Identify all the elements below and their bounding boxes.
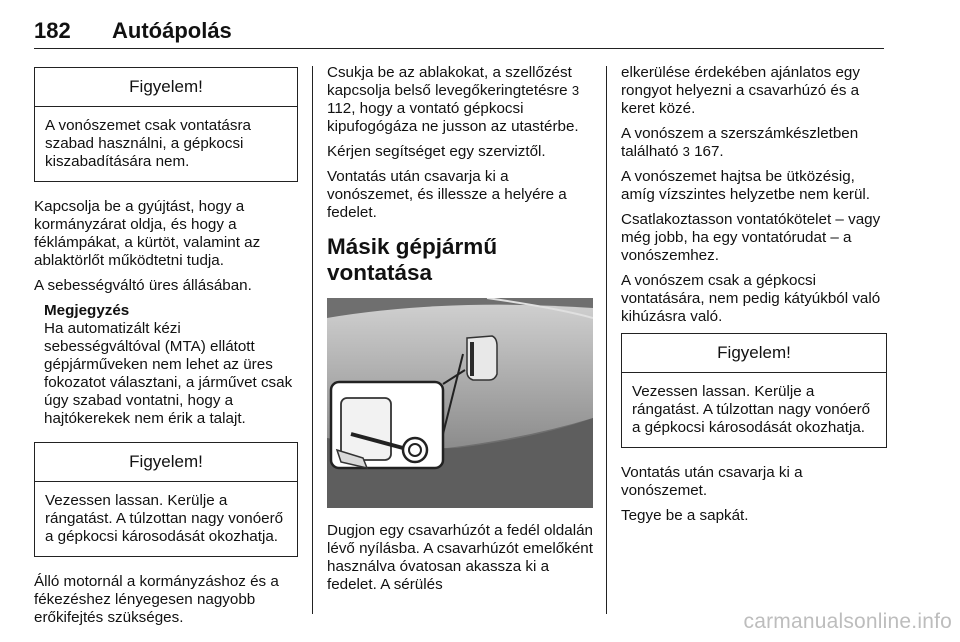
paragraph: A vonószemet hajtsa be ütközésig, amíg vízszintes helyzetbe nem kerül. <box>621 168 871 203</box>
text-run: 112, hogy a vontató gépkocsi kipufogógáza ne jusson az utastérbe. <box>327 100 579 135</box>
column-divider <box>312 66 313 614</box>
paragraph: Álló motornál a kormányzáshoz és a fékezéshez lényegesen nagyobb erőkifejtés szükséges. <box>34 573 279 626</box>
watermark: carmanualsonline.info <box>743 610 952 633</box>
paragraph <box>621 125 887 161</box>
note-title: Megjegyzés <box>44 302 130 319</box>
paragraph: elkerülése érdekében ajánlatos egy rongyot helyezni a csavarhúzó és a keret közé. <box>621 64 860 117</box>
paragraph: A vonószem csak a gépkocsi vontatására, nem pedig kátyúkból való kihúzásra való. <box>621 272 881 325</box>
illustration-svg <box>327 298 593 508</box>
note-text: Ha automatizált kézi sebességváltóval (MTA) ellátott gépjárműveken nem lehet az üres fokozatot választani, a járművet csak úgy szabad vontatni, hogy a hajtókerekek nem érik a talajt. <box>44 320 293 427</box>
warning-text: A vonószemet csak vontatásra szabad használni, a gépkocsi kiszabadítására nem. <box>45 117 251 170</box>
page-header <box>34 18 884 49</box>
column-middle <box>327 64 593 601</box>
warning-box <box>621 333 887 448</box>
page-number: 182 <box>34 18 71 43</box>
chapter-title: Autóápolás <box>112 18 232 43</box>
paragraph <box>327 64 593 136</box>
column-left <box>34 64 298 634</box>
warning-box <box>34 442 298 557</box>
page-reference-icon: 3 <box>571 83 580 98</box>
page-reference-icon: 3 <box>682 144 690 159</box>
text-run: A vonószem a szerszámkészletben található <box>621 125 859 160</box>
warning-text: Vezessen lassan. Kerülje a rángatást. A túlzottan nagy vonóerő a gépkocsi károsodását okozhatja. <box>45 492 284 545</box>
paragraph: Csatlakoztasson vontatókötelet – vagy még jobb, ha egy vontatórudat – a vonószemhez. <box>621 211 881 264</box>
paragraph: Vontatás után csavarja ki a vonószemet. <box>621 464 803 499</box>
paragraph: Kérjen segítséget egy szerviztől. <box>327 143 546 160</box>
paragraph: Vontatás után csavarja ki a vonószemet, és illessze a helyére a fedelet. <box>327 168 567 221</box>
section-heading: Másik gépjármű vontatása <box>327 234 498 285</box>
paragraph: Dugjon egy csavarhúzót a fedél oldalán lévő nyílásba. A csavarhúzót emelőként használva óvatosan akassza ki a fedelet. A sérülés <box>327 522 593 593</box>
column-right <box>621 64 887 532</box>
note-box <box>44 302 298 428</box>
paragraph: Tegye be a sapkát. <box>621 507 749 524</box>
warning-title: Figyelem! <box>622 334 886 373</box>
warning-title: Figyelem! <box>35 443 297 482</box>
text-run: 167. <box>689 143 724 160</box>
warning-text: Vezessen lassan. Kerülje a rángatást. A túlzottan nagy vonóerő a gépkocsi károsodását okozhatja. <box>632 383 871 436</box>
paragraph: Kapcsolja be a gyújtást, hogy a kormányzárat oldja, és hogy a féklámpákat, a kürtöt, valamint az ablaktörlőt működtetni tudja. <box>34 198 261 269</box>
warning-box <box>34 67 298 182</box>
column-divider <box>606 66 607 614</box>
towing-eye-cover-illustration <box>327 298 593 508</box>
text-run: Csukja be az ablakokat, a szellőzést kapcsolja belső levegőkeringtetésre <box>327 64 572 99</box>
paragraph: A sebességváltó üres állásában. <box>34 277 252 294</box>
warning-title: Figyelem! <box>35 68 297 107</box>
